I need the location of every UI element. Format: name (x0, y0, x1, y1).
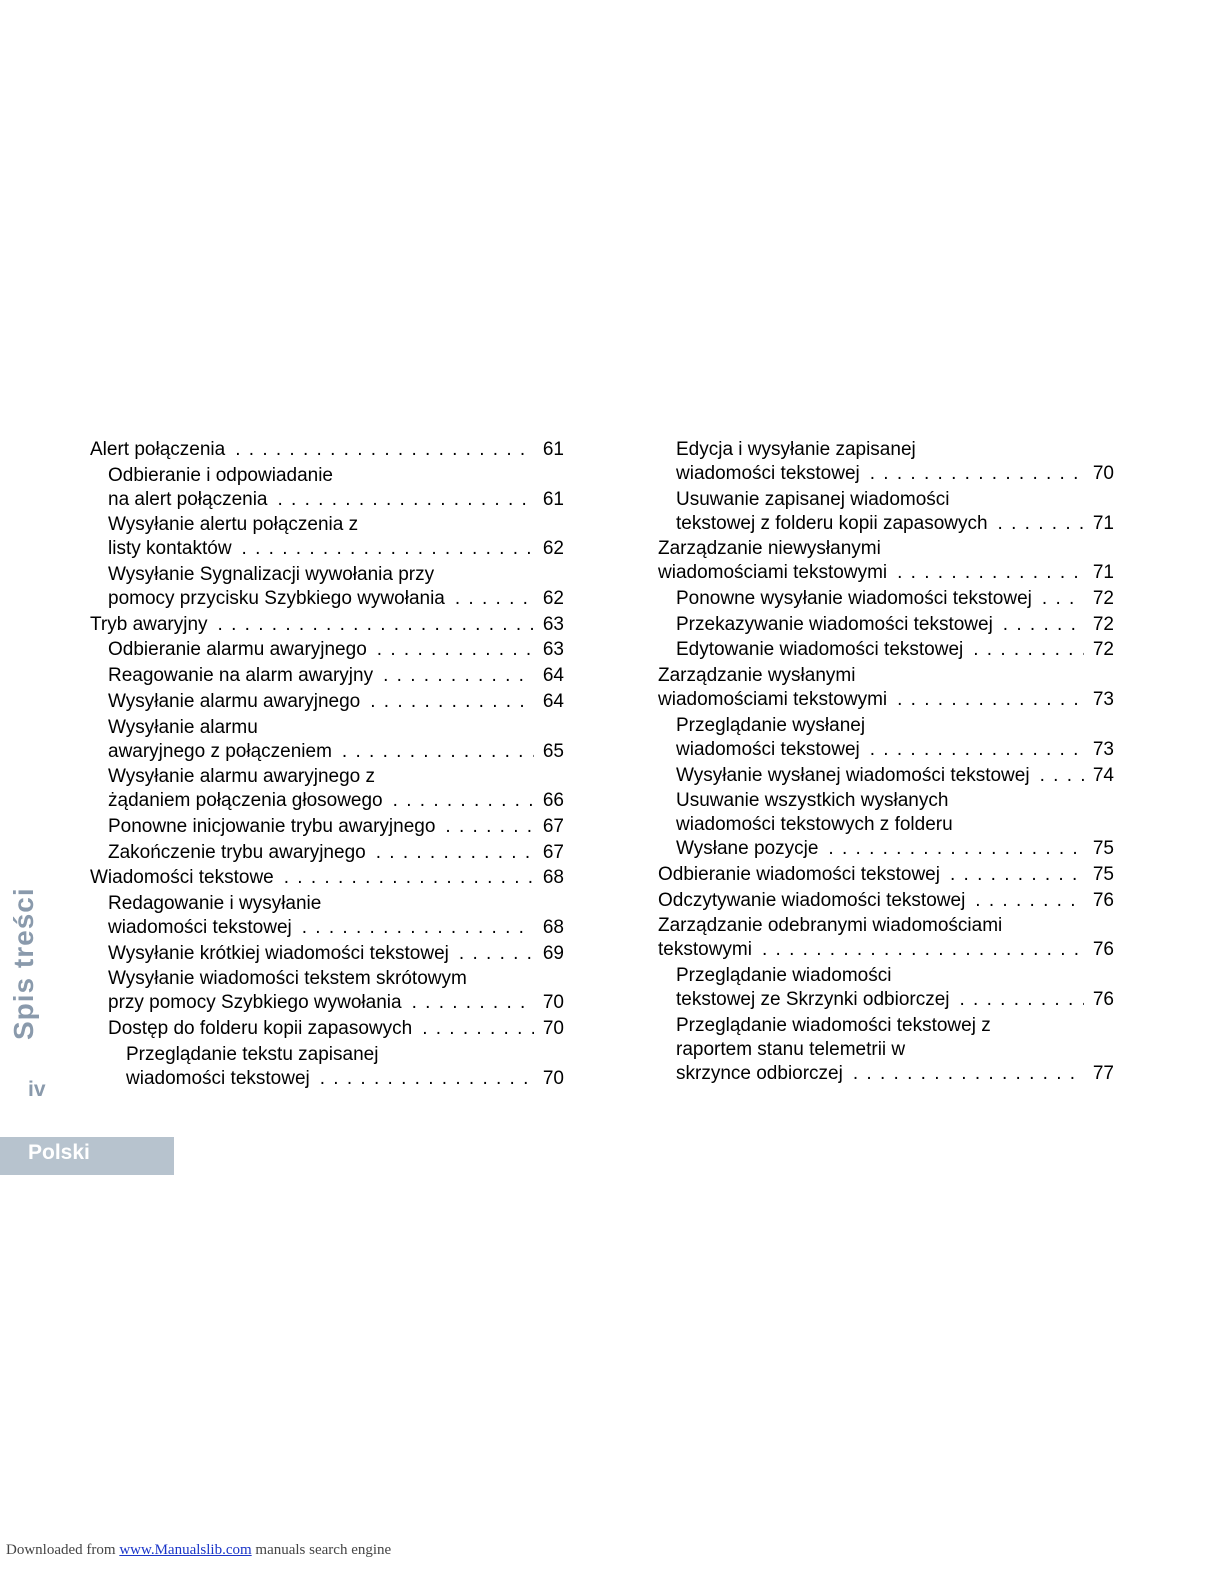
toc-page-number: 68 (542, 867, 564, 889)
toc-entry-text: Przekazywanie wiadomości tekstowej (676, 613, 993, 635)
toc-entry-text: Wiadomości tekstowe (90, 867, 274, 889)
toc-entry-text: tekstowej ze Skrzynki odbiorczej (676, 988, 950, 1010)
toc-entry-text: tekstowymi (658, 939, 752, 961)
toc-entry-text: Odbieranie i odpowiadanie (108, 464, 333, 486)
toc-entry[interactable] (90, 438, 564, 462)
toc-entry[interactable] (90, 664, 564, 688)
toc-entry[interactable] (658, 1014, 1114, 1086)
dot-leader (828, 837, 1084, 861)
toc-page-number: 72 (1092, 588, 1114, 610)
toc-page-number: 64 (542, 665, 564, 687)
page-number: iv (28, 1078, 46, 1101)
toc-entry-text: Wysyłanie alarmu (108, 716, 258, 738)
toc-entry-text: Edytowanie wiadomości tekstowej (676, 639, 964, 661)
dot-leader (412, 991, 534, 1015)
toc-page-number: 75 (1092, 863, 1114, 885)
toc-entry-text: pomocy przycisku Szybkiego wywołania (108, 588, 445, 610)
dot-leader (459, 942, 534, 966)
toc-page-number: 70 (542, 1018, 564, 1039)
toc-entry[interactable] (90, 638, 564, 662)
toc-entry[interactable] (658, 638, 1114, 662)
section-title-vertical: Spis treści (8, 887, 39, 1040)
toc-entry-text: tekstowej z folderu kopii zapasowych (676, 512, 988, 534)
toc-entry-text: Wysyłanie alertu połączenia z (108, 514, 359, 536)
language-label: Polski (28, 1141, 90, 1164)
toc-entry-text: listy kontaktów (108, 538, 232, 560)
toc-entry[interactable] (90, 513, 564, 561)
toc-entry-text: raportem stanu telemetrii w (676, 1038, 906, 1060)
toc-page-number: 64 (542, 690, 564, 712)
toc-page-number: 71 (1092, 562, 1114, 584)
toc-entry-text: przy pomocy Szybkiego wywołania (108, 992, 402, 1014)
footer-prefix: Downloaded from (6, 1542, 120, 1558)
toc-entry-text: Przeglądanie wysłanej (676, 714, 866, 736)
toc-entry-text: żądaniem połączenia głosowego (108, 790, 383, 812)
dot-leader (762, 938, 1084, 962)
dot-leader (278, 488, 535, 512)
toc-entry[interactable] (90, 841, 564, 865)
toc-entry-text: wiadomościami tekstowymi (658, 689, 888, 711)
toc-page-number: 67 (542, 815, 564, 837)
toc-entry-text: Przeglądanie tekstu zapisanej (126, 1043, 379, 1065)
toc-entry[interactable] (90, 942, 564, 966)
toc-page-number: 61 (542, 439, 564, 460)
dot-leader (284, 866, 534, 890)
toc-entry-text: Zarządzanie wysłanymi (658, 665, 856, 687)
dot-leader (1042, 587, 1084, 611)
toc-left-column (90, 438, 564, 1092)
toc-entry[interactable] (658, 764, 1114, 788)
toc-entry[interactable] (658, 789, 1114, 861)
toc-entry-text: wiadomości tekstowej (676, 463, 860, 484)
toc-page-number: 66 (542, 790, 564, 812)
dot-leader (242, 537, 534, 561)
toc-page-number: 62 (542, 588, 564, 610)
toc-entry-text: Alert połączenia (90, 439, 226, 460)
toc-entry[interactable] (658, 714, 1114, 762)
toc-entry[interactable] (658, 863, 1114, 887)
toc-entry[interactable] (90, 892, 564, 940)
toc-entry[interactable] (658, 488, 1114, 536)
toc-page-number: 69 (542, 942, 564, 964)
toc-page-number: 70 (542, 1067, 564, 1089)
dot-leader (377, 638, 534, 662)
toc-entry[interactable] (658, 964, 1114, 1012)
toc-page-number: 76 (1092, 988, 1114, 1010)
toc-entry[interactable] (658, 613, 1114, 637)
toc-page-number: 75 (1092, 838, 1114, 860)
toc-entry-text: wiadomości tekstowych z folderu (676, 814, 953, 836)
toc-entry[interactable] (658, 914, 1114, 962)
toc-entry-text: Przeglądanie wiadomości tekstowej z (676, 1014, 991, 1036)
toc-page-number: 65 (542, 740, 564, 762)
dot-leader (445, 815, 534, 839)
toc-page-number: 76 (1092, 889, 1114, 911)
toc-entry-text: Przeglądanie wiadomości (676, 964, 892, 986)
manualslib-link[interactable]: www.Manualslib.com (119, 1542, 252, 1558)
dot-leader (870, 738, 1084, 762)
toc-entry-text: Wysyłanie wiadomości tekstem skrótowym (108, 968, 467, 990)
toc-entry-text: Reagowanie na alarm awaryjny (108, 665, 374, 687)
toc-entry-text: Wysłane pozycje (676, 838, 819, 860)
toc-entry-text: Zarządzanie niewysłanymi (658, 538, 881, 560)
toc-entry-text: Redagowanie i wysyłanie (108, 892, 322, 914)
dot-leader (1040, 764, 1084, 788)
dot-leader (897, 688, 1084, 712)
toc-entry-text: Odczytywanie wiadomości tekstowej (658, 889, 966, 911)
toc-entry[interactable] (90, 563, 564, 611)
toc-page-number: 63 (542, 613, 564, 635)
toc-entry[interactable] (658, 889, 1114, 913)
toc-page-number: 76 (1092, 939, 1114, 961)
toc-entry-text: Usuwanie zapisanej wiadomości (676, 488, 950, 510)
toc-right-column (658, 438, 1114, 1087)
toc-entry-text: na alert połączenia (108, 488, 268, 510)
toc-entry-text: wiadomości tekstowej (126, 1067, 310, 1089)
toc-entry-text: Wysyłanie alarmu awaryjnego z (108, 766, 375, 788)
toc-entry[interactable] (658, 537, 1114, 585)
toc-entry-text: Ponowne wysyłanie wiadomości tekstowej (676, 588, 1032, 610)
dot-leader (853, 1062, 1084, 1086)
toc-entry-text: Zarządzanie odebranymi wiadomościami (658, 915, 1003, 937)
toc-entry[interactable] (90, 1043, 564, 1091)
dot-leader (950, 863, 1084, 887)
toc-entry[interactable] (90, 690, 564, 714)
dot-leader (455, 587, 534, 611)
dot-leader (376, 841, 534, 865)
toc-page-number: 70 (542, 992, 564, 1014)
dot-leader (320, 1067, 534, 1091)
toc-entry[interactable] (90, 613, 564, 637)
toc-entry-text: Usuwanie wszystkich wysłanych (676, 790, 949, 812)
toc-entry-text: wiadomości tekstowej (676, 738, 860, 760)
toc-entry[interactable] (90, 464, 564, 512)
toc-entry-text: Wysyłanie alarmu awaryjnego (108, 690, 361, 712)
toc-page-number: 77 (1092, 1062, 1114, 1084)
dot-leader (998, 512, 1084, 536)
toc-entry[interactable] (90, 815, 564, 839)
toc-entry-text: Zakończenie trybu awaryjnego (108, 841, 366, 863)
toc-entry-text: Tryb awaryjny (90, 613, 208, 635)
language-tab (0, 1137, 174, 1175)
toc-entry-text: skrzynce odbiorczej (676, 1062, 843, 1084)
dot-leader (302, 916, 534, 940)
toc-page-number: 63 (542, 639, 564, 661)
dot-leader (342, 740, 534, 764)
toc-page-number: 73 (1092, 689, 1114, 711)
toc-entry-text: wiadomościami tekstowymi (658, 562, 888, 584)
dot-leader (218, 613, 534, 637)
toc-entry-text: Wysyłanie Sygnalizacji wywołania przy (108, 564, 435, 586)
dot-leader (870, 462, 1084, 486)
toc-entry[interactable] (90, 765, 564, 813)
dot-leader (973, 638, 1084, 662)
toc-entry[interactable] (658, 587, 1114, 611)
toc-entry-text: awaryjnego z połączeniem (108, 740, 332, 762)
toc-entry[interactable] (90, 866, 564, 890)
toc-entry[interactable] (90, 967, 564, 1015)
dot-leader (1003, 613, 1084, 637)
dot-leader (422, 1017, 534, 1041)
toc-entry-text: Odbieranie wiadomości tekstowej (658, 863, 940, 885)
toc-page-number: 67 (542, 841, 564, 863)
toc-entry-text: wiadomości tekstowej (108, 916, 292, 938)
dot-leader (975, 889, 1084, 913)
dot-leader (897, 561, 1084, 585)
toc-entry-text: Edycja i wysyłanie zapisanej (676, 439, 916, 460)
dot-leader (370, 690, 534, 714)
toc-entry-text: Wysyłanie krótkiej wiadomości tekstowej (108, 942, 449, 964)
download-footer (6, 1542, 391, 1559)
footer-suffix: manuals search engine (251, 1542, 392, 1558)
dot-leader (383, 664, 534, 688)
toc-entry-text: Wysyłanie wysłanej wiadomości tekstowej (676, 764, 1030, 786)
toc-entry[interactable] (658, 664, 1114, 712)
toc-entry[interactable] (90, 716, 564, 764)
toc-page-number: 71 (1092, 512, 1114, 534)
toc-entry-text: Ponowne inicjowanie trybu awaryjnego (108, 815, 436, 837)
toc-entry[interactable] (658, 438, 1114, 486)
toc-page-number: 68 (542, 916, 564, 938)
toc-page-number: 72 (1092, 613, 1114, 635)
toc-page-number: 73 (1092, 738, 1114, 760)
toc-entry-text: Dostęp do folderu kopii zapasowych (108, 1018, 413, 1039)
toc-page-number: 70 (1092, 463, 1114, 484)
toc-entry[interactable] (90, 1017, 564, 1041)
dot-leader (960, 988, 1085, 1012)
toc-entry-text: Odbieranie alarmu awaryjnego (108, 639, 367, 661)
toc-page-number: 61 (542, 488, 564, 510)
dot-leader (235, 438, 534, 462)
toc-page-number: 72 (1092, 639, 1114, 661)
toc-page-number: 62 (542, 538, 564, 560)
dot-leader (393, 789, 534, 813)
toc-page-number: 74 (1092, 764, 1114, 786)
